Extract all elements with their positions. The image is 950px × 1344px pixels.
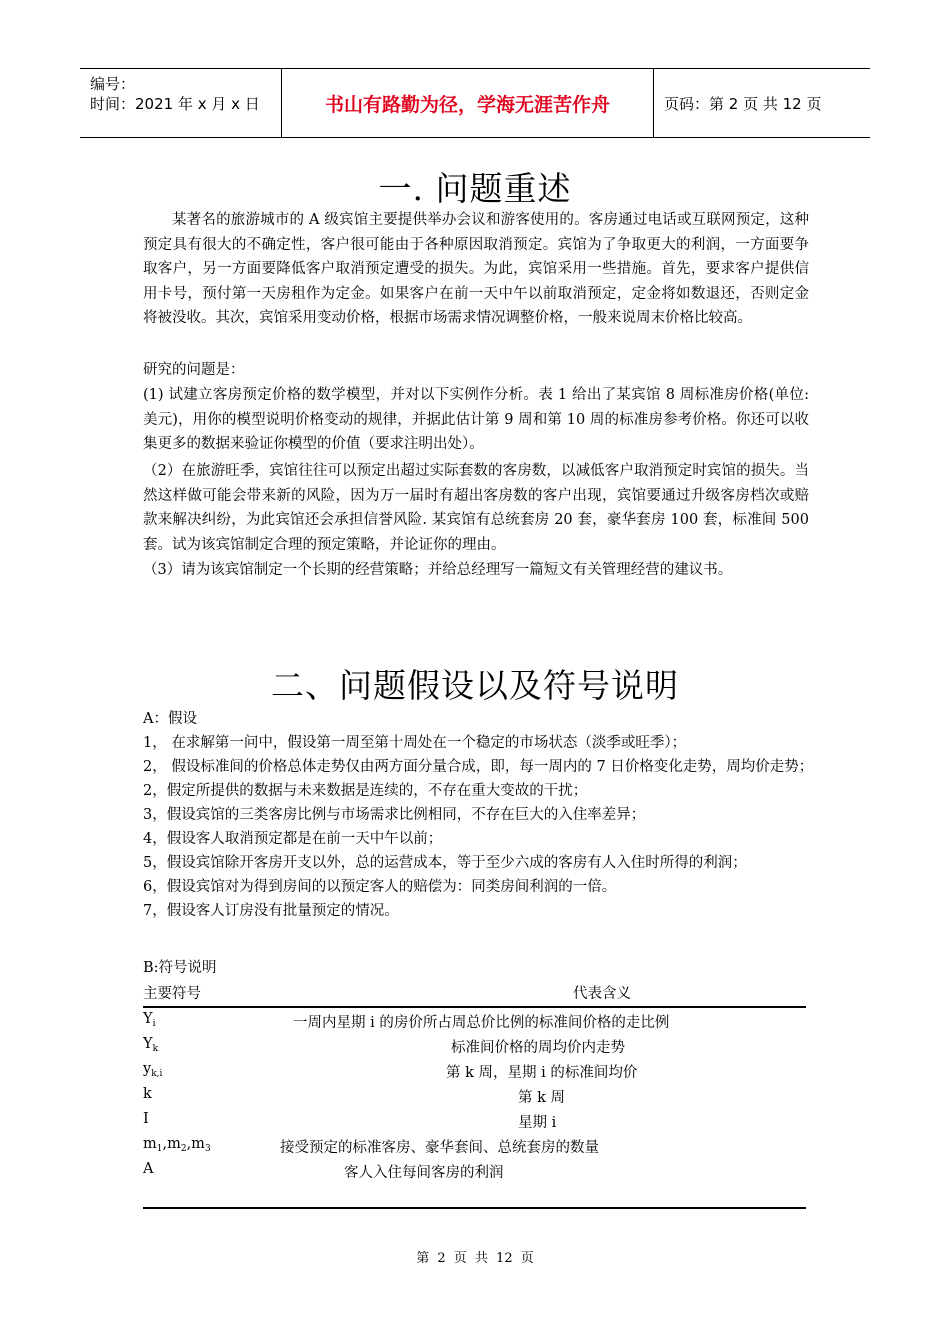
header-page-number: 页码：第 2 页 共 12 页	[664, 94, 822, 113]
assumption-item: 3，假设宾馆的三类客房比例与市场需求比例相同，不存在巨大的入住率差异；	[143, 807, 646, 823]
question-1: (1) 试建立客房预定价格的数学模型，并对以下实例作分析。表 1 给出了某宾馆 8 周标准房价格(单位: 美元)，用你的模型说明价格变动的规律，并据此估计第 9 周和第 10 周的标准房参考价格。你还可以收集更多的数据来验证你模型的价值（要求注明出处）。	[143, 387, 809, 452]
research-label: 研究的问题是：	[143, 362, 245, 378]
symbol-meaning: 客人入住每间客房的利润	[344, 1165, 504, 1181]
symbol: $Y_k$	[143, 1036, 159, 1054]
symbol-table-header	[143, 982, 806, 1007]
assumption-item: 5，假设宾馆除开客房开支以外，总的运营成本，等于至少六成的客房有人入住时所得的利润；	[143, 855, 747, 871]
document-date: 时间：2021 年 x 月 x 日	[90, 95, 260, 113]
question-2: （2）在旅游旺季，宾馆往往可以预定出超过实际套数的客房数，以减低客户取消预定时宾馆的损失。当然这样做可能会带来新的风险，因为万一届时有超出客房数的客户出现，宾馆要通过升级客房档次或赔款来解决纠纷，为此宾馆还会承担信誉风险. 某宾馆有总统套房 20 套，豪华套房 100 套，标准间 500 套。试为该宾馆制定合理的预定策略，并论证你的理由。	[143, 463, 809, 553]
table-top-rule	[143, 1006, 806, 1008]
meaning-column-header: 代表含义	[573, 986, 631, 1002]
assumption-list	[143, 731, 823, 923]
symbol: $m_1,m_2,m_3$	[143, 1136, 211, 1154]
assumptions-label: A：假设	[143, 711, 197, 727]
assumption-item: 1， 在求解第一问中，假设第一周至第十周处在一个稳定的市场状态（淡季或旺季）；	[143, 735, 687, 751]
assumption-item: 2， 假设标准间的价格总体走势仅由两方面分量合成，即，每一周内的 7 日价格变化走势，周均价走势；	[143, 759, 814, 775]
symbol: A	[143, 1161, 154, 1177]
header-motto: 书山有路勤为径，学海无涯苦作舟	[282, 69, 654, 137]
page-footer: 第 2 页 共 12 页	[416, 1251, 534, 1266]
section-1-intro: 某著名的旅游城市的 A 级宾馆主要提供举办会议和游客使用的。客房通过电话或互联网预定，这种预定具有很大的不确定性，客户很可能由于各种原因取消预定。宾馆为了争取更大的利润，一方面要争取客户，另一方面要降低客户取消预定遭受的损失。为此，宾馆采用一些措施。首先，要求客户提供信用卡号，预付第一天房租作为定金。如果客户在前一天中午以前取消预定，定金将如数退还，否则定金将被没收。其次，宾馆采用变动价格，根据市场需求情况调整价格，一般来说周末价格比较高。	[143, 212, 809, 326]
symbol: $Y_i$	[143, 1011, 156, 1029]
symbols-label: B:符号说明	[143, 960, 217, 976]
symbol-row	[143, 1161, 806, 1186]
symbol-column-header: 主要符号	[143, 986, 201, 1002]
table-bottom-rule	[143, 1207, 806, 1209]
assumption-item: 7，假设客人订房没有批量预定的情况。	[143, 903, 399, 919]
symbol-meaning: 一周内星期 i 的房价所占周总价比例的标准间价格的走比例	[293, 1015, 670, 1031]
symbol-meaning: 接受预定的标准客房、豪华套间、总统套房的数量	[280, 1140, 599, 1156]
assumption-item: 4，假设客人取消预定都是在前一天中午以前；	[143, 831, 443, 847]
symbol-meaning: 星期 i	[518, 1115, 557, 1131]
symbol-meaning: 第 k 周，星期 i 的标准间均价	[446, 1065, 638, 1081]
symbol-meaning: 第 k 周	[518, 1090, 566, 1106]
symbol: $y_{k,i}$	[143, 1061, 163, 1079]
question-3: （3）请为该宾馆制定一个长期的经营策略；并给总经理写一篇短文有关管理经营的建议书。	[143, 562, 733, 578]
document-number-label: 编号：	[90, 75, 136, 93]
header-meta	[80, 69, 282, 137]
symbol-row	[143, 1086, 806, 1111]
assumption-item: 2，假定所提供的数据与未来数据是连续的，不存在重大变故的干扰；	[143, 783, 588, 799]
symbol-row	[143, 1061, 806, 1086]
assumption-item: 6，假设宾馆对为得到房间的以预定客人的赔偿为：同类房间利润的一倍。	[143, 879, 617, 895]
symbol-row	[143, 1111, 806, 1136]
symbol-row	[143, 1011, 806, 1036]
symbol-row	[143, 1136, 806, 1161]
section-1-title: 一. 问题重述	[378, 169, 572, 208]
symbol-row	[143, 1036, 806, 1061]
symbol-meaning: 标准间价格的周均价内走势	[451, 1040, 625, 1056]
page-header	[80, 68, 870, 138]
symbol: k	[143, 1086, 152, 1102]
section-2-title: 二、问题假设以及符号说明	[271, 666, 679, 705]
symbol: I	[143, 1111, 149, 1127]
